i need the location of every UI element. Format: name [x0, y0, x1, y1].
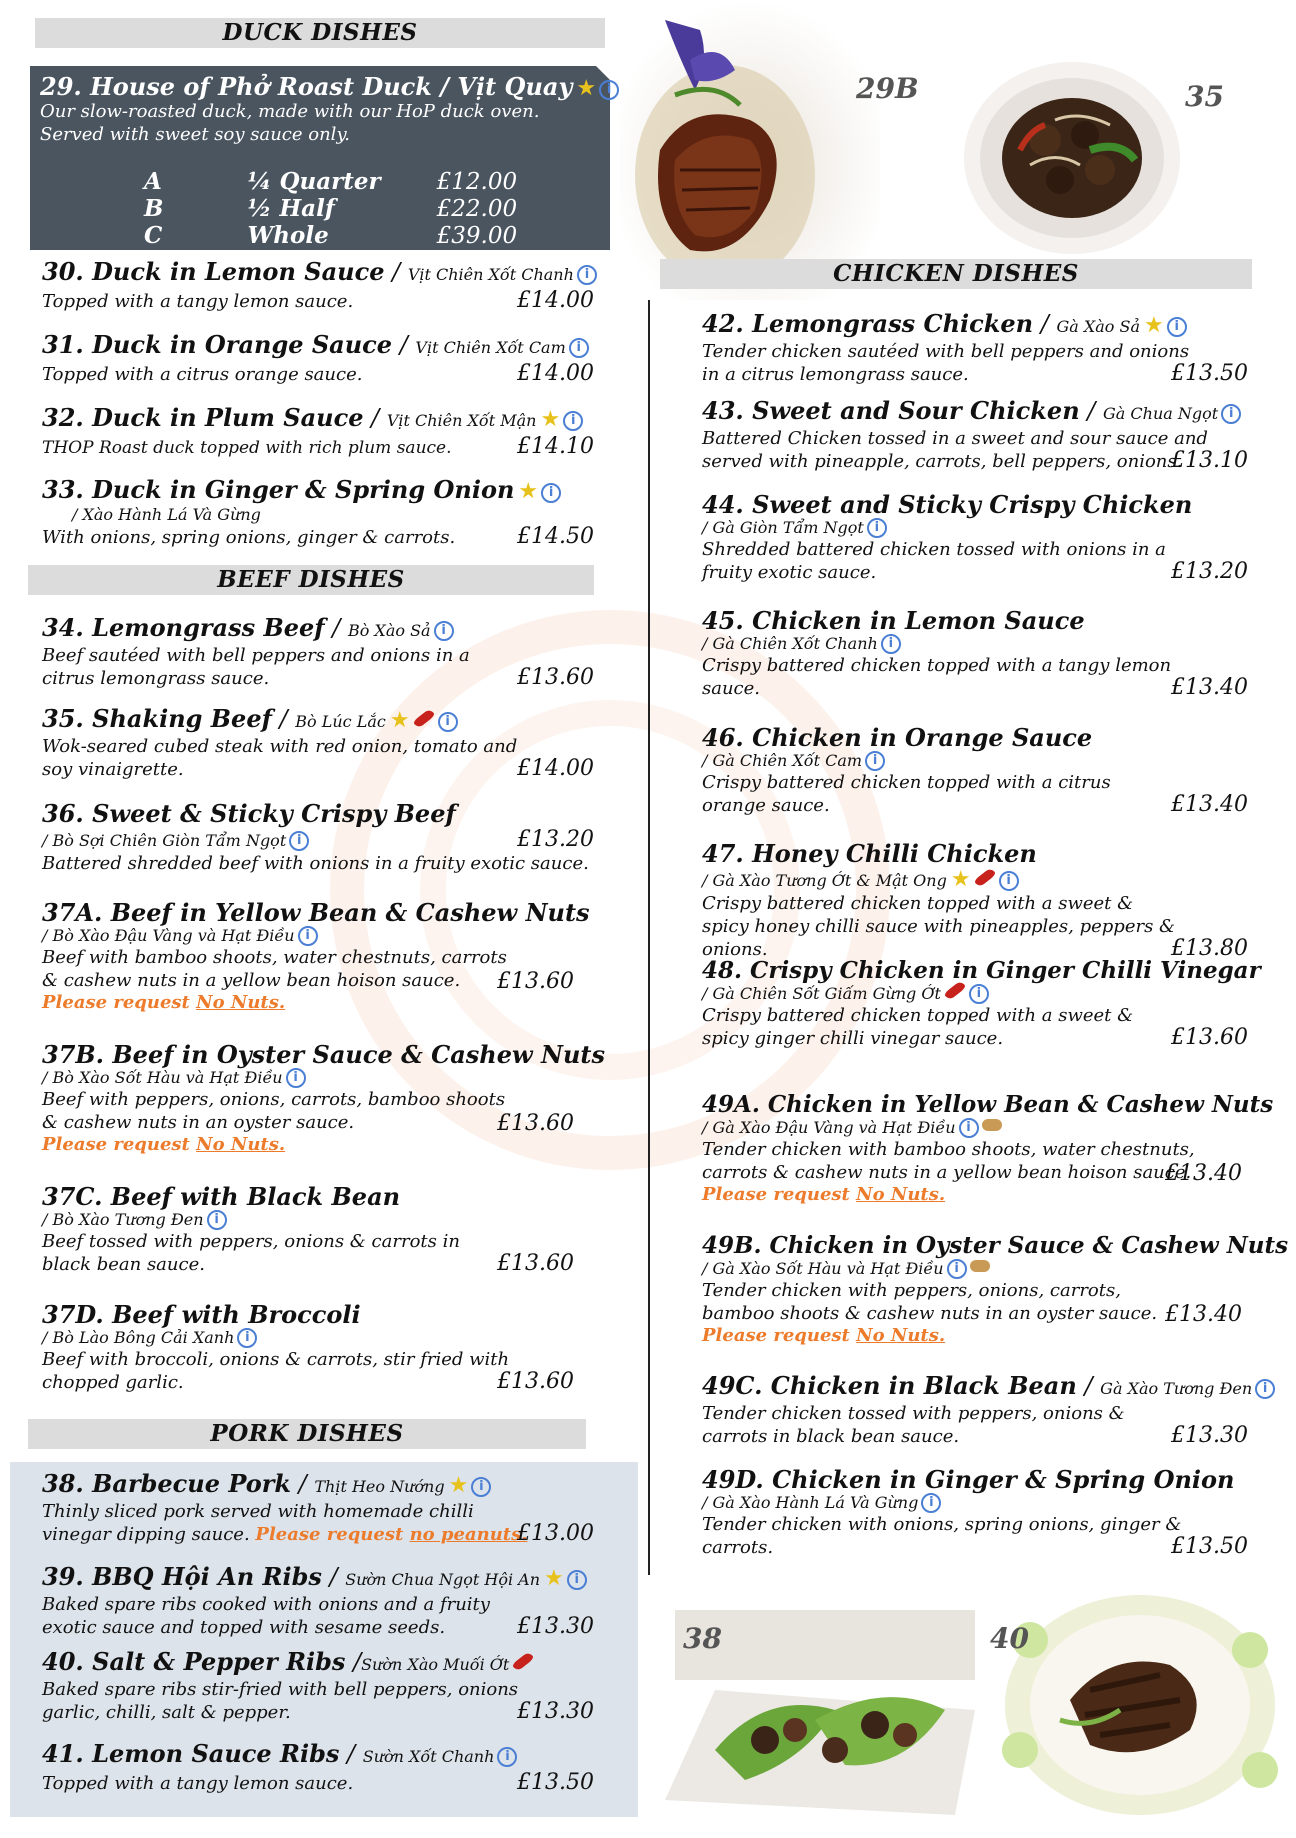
dish-title: 44. Sweet and Sticky Crispy Chicken [702, 490, 1193, 519]
info-icon: i [567, 1570, 587, 1590]
dish-viet: / Bò Xào Đậu Vàng và Hạt Điều i [42, 926, 594, 946]
dish-36 [42, 800, 594, 875]
dish-viet: / Gà Xào Đậu Vàng và Hạt Điều i [702, 1118, 1262, 1138]
dish-33 [42, 476, 594, 549]
star-icon: ★ [1144, 313, 1164, 338]
dish-viet: / Bò Xào Sốt Hàu và Hạt Điều i [42, 1068, 594, 1088]
dish-desc: Shredded battered chicken tossed with onions in a fruity exotic sauce. [702, 539, 1166, 583]
dish-41 [42, 1740, 594, 1795]
dish-price: £13.40 [1171, 675, 1248, 700]
dish-title: 37D. Beef with Broccoli [42, 1300, 361, 1329]
dish-29-box [30, 66, 610, 250]
dish-price: £13.60 [497, 1111, 574, 1136]
dish-title: 43. Sweet and Sour Chicken / Gà Chua Ngọt i [702, 397, 1248, 427]
info-icon: i [207, 1210, 227, 1230]
shaking-beef-photo [960, 40, 1190, 260]
chili-icon [412, 708, 435, 729]
photo-label: 29B [856, 72, 919, 105]
no-nuts-note: Please request No Nuts. [42, 992, 286, 1013]
dish-title: 37C. Beef with Black Bean [42, 1182, 401, 1211]
photo-label: 35 [1185, 80, 1224, 113]
peanut-icon [982, 1119, 1002, 1131]
dish-43 [702, 397, 1248, 473]
info-icon: i [1255, 1379, 1275, 1399]
portion-table [110, 168, 537, 249]
dish-price: £13.60 [497, 969, 574, 994]
dish-viet: / Gà Chiên Xốt Chanh i [702, 634, 1248, 654]
dish-viet: / Bò Lào Bông Cải Xanh i [42, 1328, 594, 1348]
dish-title: 46. Chicken in Orange Sauce [702, 723, 1093, 752]
section-duck-heading: DUCK DISHES [35, 18, 605, 48]
info-icon: i [497, 1747, 517, 1767]
dish-desc: Thinly sliced pork served with homemade chilli vinegar dipping sauce. Please request no peanuts. [42, 1501, 528, 1545]
dish-title: 48. Crispy Chicken in Ginger Chilli Vinegar [702, 957, 1261, 984]
info-icon: i [569, 338, 589, 358]
photo-29b [620, 0, 919, 300]
dish-35 [42, 705, 594, 781]
dish-40 [42, 1648, 594, 1724]
dish-title: 49B. Chicken in Oyster Sauce & Cashew Nuts [702, 1232, 1289, 1259]
info-icon: i [577, 265, 597, 285]
dish-42 [702, 310, 1248, 386]
dish-title: 35. Shaking Beef / Bò Lúc Lắc ★ i [42, 705, 594, 735]
dish-viet: / Bò Xào Tương Đen i [42, 1210, 594, 1230]
dish-45 [702, 607, 1248, 700]
dish-title: 40. Salt & Pepper Ribs /Sườn Xào Muối Ớt [42, 1648, 594, 1678]
dish-desc: Topped with a tangy lemon sauce. [42, 291, 354, 312]
dish-32 [42, 404, 594, 460]
dish-49d [702, 1466, 1248, 1559]
dish-31 [42, 331, 594, 386]
roast-duck-photo [620, 0, 880, 300]
section-chicken-heading: CHICKEN DISHES [660, 259, 1252, 289]
dish-price: £13.20 [517, 827, 594, 852]
dish-30 [42, 258, 594, 313]
star-icon: ★ [576, 76, 597, 101]
dish-viet: / Xào Hành Lá Và Gừng [72, 505, 261, 524]
dish-desc: Crispy battered chicken topped with a tangy lemon sauce. [702, 655, 1172, 699]
info-icon: i [969, 984, 989, 1004]
dish-desc: Tender chicken tossed with peppers, onions & carrots in black bean sauce. [702, 1403, 1125, 1447]
dish-37c [42, 1183, 594, 1276]
info-icon: i [921, 1493, 941, 1513]
info-icon: i [563, 411, 583, 431]
dish-title: 33. Duck in Ginger & Spring Onion ★ i [42, 476, 594, 505]
dish-title: 49A. Chicken in Yellow Bean & Cashew Nuts [702, 1091, 1274, 1118]
star-icon: ★ [544, 1566, 564, 1591]
dish-desc: Crispy battered chicken topped with a sweet & spicy honey chilli sauce with pineapples, peppers & onions. [702, 893, 1176, 960]
dish-desc: Topped with a citrus orange sauce. [42, 364, 363, 385]
photo-38 [655, 1600, 985, 1820]
dish-title: 47. Honey Chilli Chicken [702, 839, 1037, 868]
info-icon: i [237, 1328, 257, 1348]
dish-title: 37A. Beef in Yellow Bean & Cashew Nuts [42, 898, 590, 927]
dish-44 [702, 491, 1248, 584]
section-pork-heading: PORK DISHES [28, 1419, 586, 1449]
info-icon: i [1221, 404, 1241, 424]
dish-price: £13.50 [1171, 1534, 1248, 1559]
info-icon: i [947, 1259, 967, 1279]
dish-desc: Beef with broccoli, onions & carrots, stir fried with chopped garlic. [42, 1349, 510, 1393]
dish-desc: Beef sautéed with bell peppers and onions in a citrus lemongrass sauce. [42, 645, 470, 689]
dish-price: £13.30 [517, 1614, 594, 1639]
photo-35 [960, 40, 1224, 260]
dish-viet: / Gà Giòn Tẩm Ngọt i [702, 518, 1248, 538]
dish-viet: / Gà Xào Hành Lá Và Gừng i [702, 1493, 1248, 1513]
dish-title: 39. BBQ Hội An Ribs / Sườn Chua Ngọt Hội An ★ i [42, 1563, 594, 1593]
dish-desc: Topped with a tangy lemon sauce. [42, 1773, 354, 1794]
dish-desc: Crispy battered chicken topped with a citrus orange sauce. [702, 772, 1111, 816]
info-icon: i [471, 1477, 491, 1497]
dish-price: £13.60 [1171, 1025, 1248, 1050]
info-icon: i [865, 751, 885, 771]
info-icon: i [434, 621, 454, 641]
dish-desc: Battered Chicken tossed in a sweet and sour sauce and served with pineapple, carrots, bell peppers, onions. [702, 428, 1208, 472]
dish-viet: / Gà Xào Sốt Hàu và Hạt Điều i [702, 1259, 1262, 1279]
info-icon: i [438, 712, 458, 732]
chili-icon [973, 867, 996, 888]
peanut-icon [970, 1260, 990, 1272]
dish-viet: / Bò Sợi Chiên Giòn Tẩm Ngọt i [42, 831, 309, 851]
dish-title: 29. House of Phở Roast Duck / Vịt Quay ★ i [40, 72, 619, 101]
dish-price: £13.40 [1165, 1161, 1242, 1186]
dish-viet: / Gà Chiên Xốt Cam i [702, 751, 1248, 771]
dish-desc: Beef with peppers, onions, carrots, bamboo shoots & cashew nuts in an oyster sauce. [42, 1089, 506, 1133]
dish-desc: Tender chicken sautéed with bell peppers and onions in a citrus lemongrass sauce. [702, 341, 1190, 385]
dish-price: £13.60 [497, 1251, 574, 1276]
portion-row: A ¼ Quarter £12.00 [144, 168, 518, 195]
dish-viet: / Gà Xào Tương Ớt & Mật Ong ★ i [702, 867, 1248, 892]
dish-title: 41. Lemon Sauce Ribs / Sườn Xốt Chanh i [42, 1740, 594, 1770]
dish-48 [702, 957, 1261, 1050]
info-icon: i [999, 871, 1019, 891]
photo-label: 40 [990, 1622, 1029, 1655]
info-icon: i [541, 483, 561, 503]
info-icon: i [599, 80, 619, 100]
info-icon: i [881, 634, 901, 654]
dish-desc: THOP Roast duck topped with rich plum sauce. [42, 438, 452, 458]
dish-title: 36. Sweet & Sticky Crispy Beef [42, 799, 456, 828]
star-icon: ★ [518, 479, 539, 504]
star-icon: ★ [448, 1473, 469, 1498]
section-beef-heading: BEEF DISHES [28, 565, 594, 595]
dish-price: £13.30 [517, 1699, 594, 1724]
dish-price: £13.30 [1171, 1423, 1248, 1448]
dish-price: £13.50 [1171, 361, 1248, 386]
no-nuts-note: Please request No Nuts. [702, 1325, 946, 1346]
dish-title: 49D. Chicken in Ginger & Spring Onion [702, 1465, 1235, 1494]
dish-37a [42, 899, 594, 1014]
dish-desc: Crispy battered chicken topped with a sweet & spicy ginger chilli vinegar sauce. [702, 1005, 1134, 1049]
dish-price: £14.50 [517, 524, 594, 549]
photo-label: 38 [683, 1622, 722, 1655]
dish-price: £13.60 [517, 665, 594, 690]
dish-title: 37B. Beef in Oyster Sauce & Cashew Nuts [42, 1040, 606, 1069]
dish-47 [702, 840, 1248, 961]
dish-49a [702, 1091, 1274, 1206]
dish-price: £13.50 [517, 1770, 594, 1795]
dish-title: 34. Lemongrass Beef / Bò Xào Sả i [42, 614, 594, 644]
info-icon: i [959, 1118, 979, 1138]
dish-title: 30. Duck in Lemon Sauce / Vịt Chiên Xốt Chanh i [42, 258, 594, 288]
no-nuts-note: Please request No Nuts. [42, 1134, 286, 1155]
dish-price: £13.00 [517, 1521, 594, 1546]
dish-price: £14.10 [517, 434, 594, 459]
dish-desc: Beef with bamboo shoots, water chestnuts, carrots & cashew nuts in a yellow bean hoison sauce. [42, 947, 507, 991]
salt-pepper-ribs-photo [990, 1580, 1280, 1820]
dish-price: £13.80 [1171, 936, 1248, 961]
dish-desc: Baked spare ribs cooked with onions and a fruity exotic sauce and topped with sesame seeds. [42, 1594, 490, 1638]
dish-title: 45. Chicken in Lemon Sauce [702, 606, 1085, 635]
dish-title: 42. Lemongrass Chicken / Gà Xào Sả ★ i [702, 310, 1248, 340]
dish-desc: Beef tossed with peppers, onions & carrots in black bean sauce. [42, 1231, 460, 1275]
dish-49c [702, 1371, 1268, 1448]
dish-desc: Our slow-roasted duck, made with our HoP duck oven. Served with sweet soy sauce only. [40, 101, 540, 145]
dish-desc: Tender chicken with bamboo shoots, water chestnuts, carrots & cashew nuts in a yellow bean hoison sauce. [702, 1139, 1195, 1183]
dish-title: 31. Duck in Orange Sauce / Vịt Chiên Xốt Cam i [42, 331, 594, 361]
info-icon: i [1167, 317, 1187, 337]
column-divider [648, 300, 650, 1575]
portion-row: B ½ Half £22.00 [144, 195, 518, 222]
portion-row: C Whole £39.00 [144, 222, 518, 249]
dish-desc: Battered shredded beef with onions in a fruity exotic sauce. [42, 853, 589, 874]
dish-37b [42, 1040, 606, 1156]
dish-title: 38. Barbecue Pork / Thịt Heo Nướng ★ i [42, 1470, 594, 1500]
star-icon: ★ [389, 708, 410, 733]
chili-icon [943, 980, 966, 1001]
dish-46 [702, 724, 1248, 817]
star-icon: ★ [950, 867, 971, 892]
dish-price: £13.20 [1171, 559, 1248, 584]
info-icon: i [298, 926, 318, 946]
dish-price: £13.40 [1165, 1302, 1242, 1327]
dish-price: £14.00 [517, 756, 594, 781]
info-icon: i [286, 1068, 306, 1088]
dish-price: £13.40 [1171, 792, 1248, 817]
dish-price: £13.10 [1171, 448, 1248, 473]
info-icon: i [289, 831, 309, 851]
dish-title: 49C. Chicken in Black Bean / Gà Xào Tương Đen i [702, 1372, 1248, 1402]
dish-desc: Tender chicken with onions, spring onions, ginger & carrots. [702, 1514, 1182, 1558]
info-icon: i [867, 518, 887, 538]
dish-39 [42, 1563, 594, 1639]
dish-34 [42, 614, 594, 690]
dish-37d [42, 1301, 594, 1394]
dish-price: £14.00 [517, 361, 594, 386]
dish-desc: With onions, spring onions, ginger & carrots. [42, 527, 456, 548]
dish-desc: Baked spare ribs stir-fried with bell peppers, onions garlic, chilli, salt & pepper. [42, 1679, 519, 1723]
chili-icon [512, 1651, 535, 1672]
dish-price: £14.00 [517, 288, 594, 313]
dish-49b [702, 1232, 1289, 1347]
no-nuts-note: Please request No Nuts. [702, 1184, 946, 1205]
dish-title: 32. Duck in Plum Sauce / Vịt Chiên Xốt Mận ★ i [42, 404, 594, 434]
dish-desc: Wok-seared cubed steak with red onion, tomato and soy vinaigrette. [42, 736, 518, 780]
star-icon: ★ [540, 407, 561, 432]
dish-price: £13.60 [497, 1369, 574, 1394]
dish-38 [42, 1470, 594, 1546]
photo-40 [990, 1580, 1280, 1820]
dish-desc: Tender chicken with peppers, onions, carrots, bamboo shoots & cashew nuts in an oyster sauce. [702, 1280, 1158, 1324]
dish-viet: / Gà Chiên Sốt Giấm Gừng Ớt i [702, 984, 1248, 1004]
